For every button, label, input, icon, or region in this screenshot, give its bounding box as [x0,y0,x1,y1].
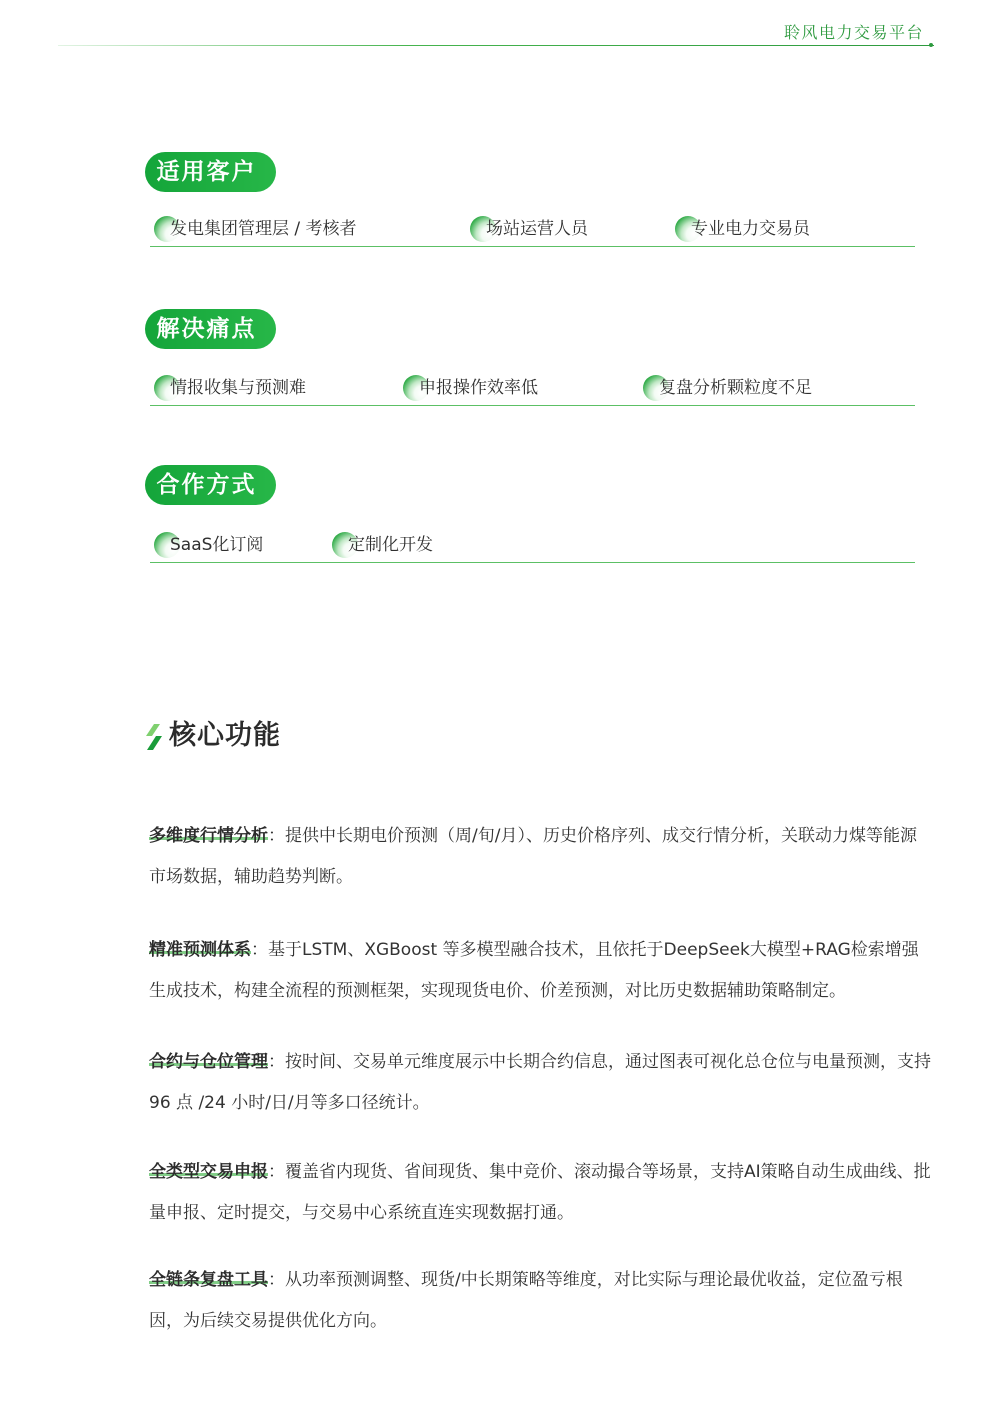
header-divider-dot [929,43,933,47]
section-row-cooperation [150,532,915,563]
feature-text: ：从功率预测调整、现货/中长期策略等维度，对比实际与理论最优收益，定位盈亏根因，为后续交易提供优化方向。 [149,1270,903,1331]
chip [154,532,263,558]
section-row-customers [150,216,915,247]
feature-paragraph [149,1152,931,1234]
section-title: 合作方式 [156,472,257,498]
core-title: 核心功能 [169,720,281,751]
section-row-pain-points [150,375,915,406]
chip-label: 场站运营人员 [486,219,588,239]
chip [643,375,812,401]
chip [470,216,588,242]
chip-label: 发电集团管理层 / 考核者 [170,219,357,239]
feature-label: 合约与仓位管理 [149,1052,268,1072]
chip-label: 情报收集与预测难 [170,378,306,398]
feature-paragraph [149,1042,931,1124]
section-pill-pain-points [145,309,276,349]
feature-label: 多维度行情分析 [149,826,268,846]
feature-text: ：覆盖省内现货、省间现货、集中竞价、滚动撮合等场景，支持AI策略自动生成曲线、批量申报、定时提交，与交易中心系统直连实现数据打通。 [149,1162,931,1223]
chip [154,216,357,242]
feature-label: 全类型交易申报 [149,1162,268,1182]
header-title: 聆风电力交易平台 [783,23,924,42]
chip [154,375,306,401]
section-title: 适用客户 [156,159,257,185]
feature-paragraph [149,816,931,898]
chip-label: 复盘分析颗粒度不足 [659,378,812,398]
chip [675,216,810,242]
section-pill-cooperation [145,465,276,505]
feature-paragraph [149,1260,931,1342]
chip [403,375,538,401]
chip-label: 专业电力交易员 [691,219,810,239]
feature-text: ：提供中长期电价预测（周/旬/月）、历史价格序列、成交行情分析，关联动力煤等能源市场数据，辅助趋势判断。 [149,826,917,887]
chip-label: SaaS化订阅 [170,535,264,555]
feature-text: ：基于LSTM、XGBoost 等多模型融合技术，且依托于DeepSeek大模型+RAG检索增强生成技术，构建全流程的预测框架，实现现货电价、价差预测，对比历史数据辅助策略制定。 [149,940,919,1001]
feature-label: 全链条复盘工具 [149,1270,268,1290]
feature-text: ：按时间、交易单元维度展示中长期合约信息，通过图表可视化总仓位与电量预测，支持 96 点 /24 小时/日/月等多口径统计。 [149,1052,931,1113]
header-divider [58,45,934,46]
feature-paragraph [149,930,931,1012]
slash-mark-icon [145,724,163,750]
chip-label: 申报操作效率低 [419,378,538,398]
section-title: 解决痛点 [156,316,257,342]
feature-label: 精准预测体系 [149,940,251,960]
section-pill-customers [145,152,276,192]
chip-label: 定制化开发 [348,535,433,555]
chip [332,532,433,558]
